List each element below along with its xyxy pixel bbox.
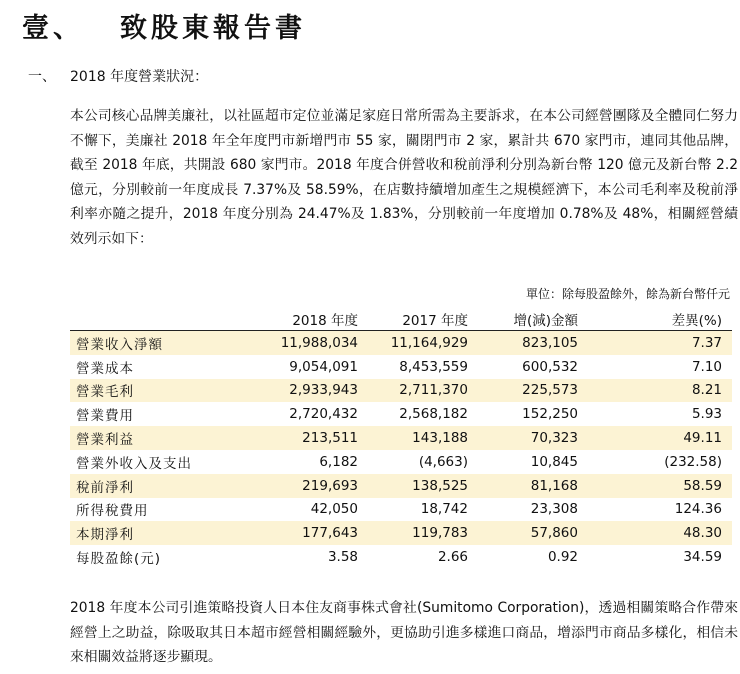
table-row [70,545,732,569]
row-value: 7.37 [588,331,732,355]
row-value: 11,988,034 [258,331,368,355]
row-value: 5.93 [691,406,722,423]
row-value: 48.30 [588,521,732,545]
row-value: 152,250 [522,406,578,423]
table-row [70,402,732,426]
row-value: 70,323 [478,426,588,450]
row-value: 213,511 [258,426,368,450]
row-value: 823,105 [478,331,588,355]
row-value: 23,308 [530,501,578,518]
row-label: 所得稅費用 [76,503,149,520]
header-cell-2017: 2017 年度 [368,307,478,331]
intro-paragraph: 本公司核心品牌美廉社，以社區超市定位並滿足家庭日常所需為主要訴求，在本公司經營團隊及全體同仁努力不懈下，美廉社 2018 年全年度門市新增門市 55 家，關閉門市 2 家，累計共 670 家門市，連同其他品牌，截至 2018 年底，共開設 680 家門市。2018 年度合併營收和稅前淨利分別為新台幣 120 億元及新台幣 2.2 億元，分別較前一年度成長 7.37%及 58.59%，在店數持續增加產生之規模經濟下，本公司毛利率及稅前淨利率亦隨之提升，2018 年度分別為 24.47%及 1.83%，分別較前一年度增加 0.78%及 48%，相關經營績效列示如下： [70,108,738,247]
row-value: 225,573 [478,379,588,403]
page-title [22,6,306,45]
section-heading [28,66,208,86]
table-row [70,426,732,450]
row-value: 124.36 [674,501,722,518]
section-number: 一、 [28,69,56,85]
row-value: 138,525 [368,474,478,498]
row-value: 2.66 [437,549,468,566]
row-value: 2,720,432 [289,406,358,423]
row-value: 0.92 [547,549,578,566]
header-cell-percent: 差異(%) [588,307,732,331]
table-row [70,379,732,403]
row-label: 營業毛利 [70,379,258,403]
row-value: 42,050 [310,501,358,518]
row-value: (232.58) [664,453,722,470]
row-value: 49.11 [588,426,732,450]
row-value: 143,188 [368,426,478,450]
row-label: 每股盈餘(元) [76,551,162,568]
row-label: 營業成本 [76,360,134,377]
row-label: 營業費用 [76,408,134,425]
row-value: 81,168 [478,474,588,498]
header-cell-2018: 2018 年度 [258,307,368,331]
title-text: 致股東報告書 [120,13,306,44]
row-value: 18,742 [420,501,468,518]
row-value: 8,453,559 [399,358,468,375]
table-header-row [70,307,732,331]
section-text: 2018 年度營業狀況： [70,69,209,85]
row-label: 營業利益 [70,426,258,450]
row-label: 營業外收入及支出 [76,455,192,472]
row-value: 11,164,929 [368,331,478,355]
row-value: 3.58 [327,549,358,566]
table-row [70,521,732,545]
row-value: 177,643 [258,521,368,545]
row-label: 本期淨利 [70,521,258,545]
row-label: 營業收入淨額 [70,331,258,355]
table-row [70,498,732,522]
row-value: 9,054,091 [289,358,358,375]
row-value: (4,663) [418,453,468,470]
row-value: 6,182 [319,453,358,470]
row-value: 8.21 [588,379,732,403]
row-value: 10,845 [530,453,578,470]
table-row [70,450,732,474]
row-value: 600,532 [522,358,578,375]
row-value: 34.59 [683,549,722,566]
row-label: 稅前淨利 [70,474,258,498]
row-value: 2,568,182 [399,406,468,423]
financial-table [70,307,732,569]
table-row [70,474,732,498]
row-value: 58.59 [588,474,732,498]
row-value: 119,783 [368,521,478,545]
row-value: 219,693 [258,474,368,498]
strategy-paragraph: 2018 年度本公司引進策略投資人日本住友商事株式會社(Sumitomo Corporation)，透過相關策略合作帶來經營上之助益，除吸取其日本超市經營相關經驗外，更協助引進多樣進口商品，增添門市商品多樣化，相信未來相關效益將逐步顯現。 [70,600,738,665]
row-value: 2,933,943 [258,379,368,403]
row-value: 7.10 [691,358,722,375]
header-cell-change: 增(減)金額 [478,307,588,331]
table-row [70,331,732,355]
table-row [70,355,732,379]
row-value: 57,860 [478,521,588,545]
header-cell-label [70,307,258,331]
row-value: 2,711,370 [368,379,478,403]
unit-note: 單位：除每股盈餘外，餘為新台幣仟元 [525,287,730,301]
title-number: 壹、 [22,13,84,44]
